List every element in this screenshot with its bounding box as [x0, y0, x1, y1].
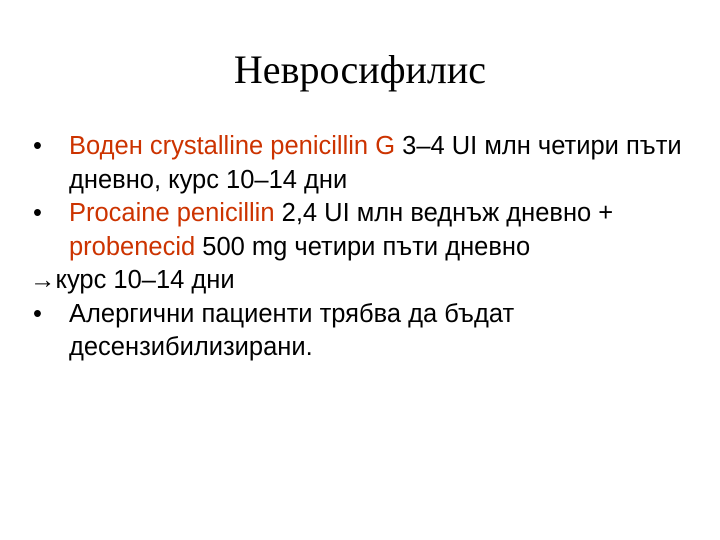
bullet-item-1 — [30, 130, 690, 197]
drug-name-crystalline-penicillin: Воден crystalline penicillin G — [69, 132, 396, 160]
bullet-item-3 — [30, 298, 690, 365]
bullet-dot-icon: • — [33, 132, 42, 160]
arrow-line — [30, 264, 690, 298]
drug-name-procaine-penicillin: Procaine penicillin — [69, 199, 275, 227]
course-duration-text: курс 10–14 дни — [55, 266, 235, 294]
slide-title: Невросифилис — [233, 47, 487, 92]
bullet-dot-icon: • — [33, 299, 42, 328]
dosage-text: 2,4 UI млн веднъж дневно + — [274, 199, 614, 227]
dosage-text: 3–4 UI млн четири пъти дневно, курс 10–14 дни — [69, 132, 682, 194]
allergy-note-text: Алергични пациенти трябва да бъдат десензибилизирани. — [69, 299, 515, 361]
slide-body — [30, 130, 690, 365]
bullet-dot-icon: • — [33, 199, 42, 227]
bullet-item-2 — [30, 197, 690, 264]
dosage-text: 500 mg четири пъти дневно — [195, 232, 531, 261]
drug-name-probenecid: probenecid — [69, 232, 196, 261]
arrow-right-icon: → — [30, 266, 56, 294]
